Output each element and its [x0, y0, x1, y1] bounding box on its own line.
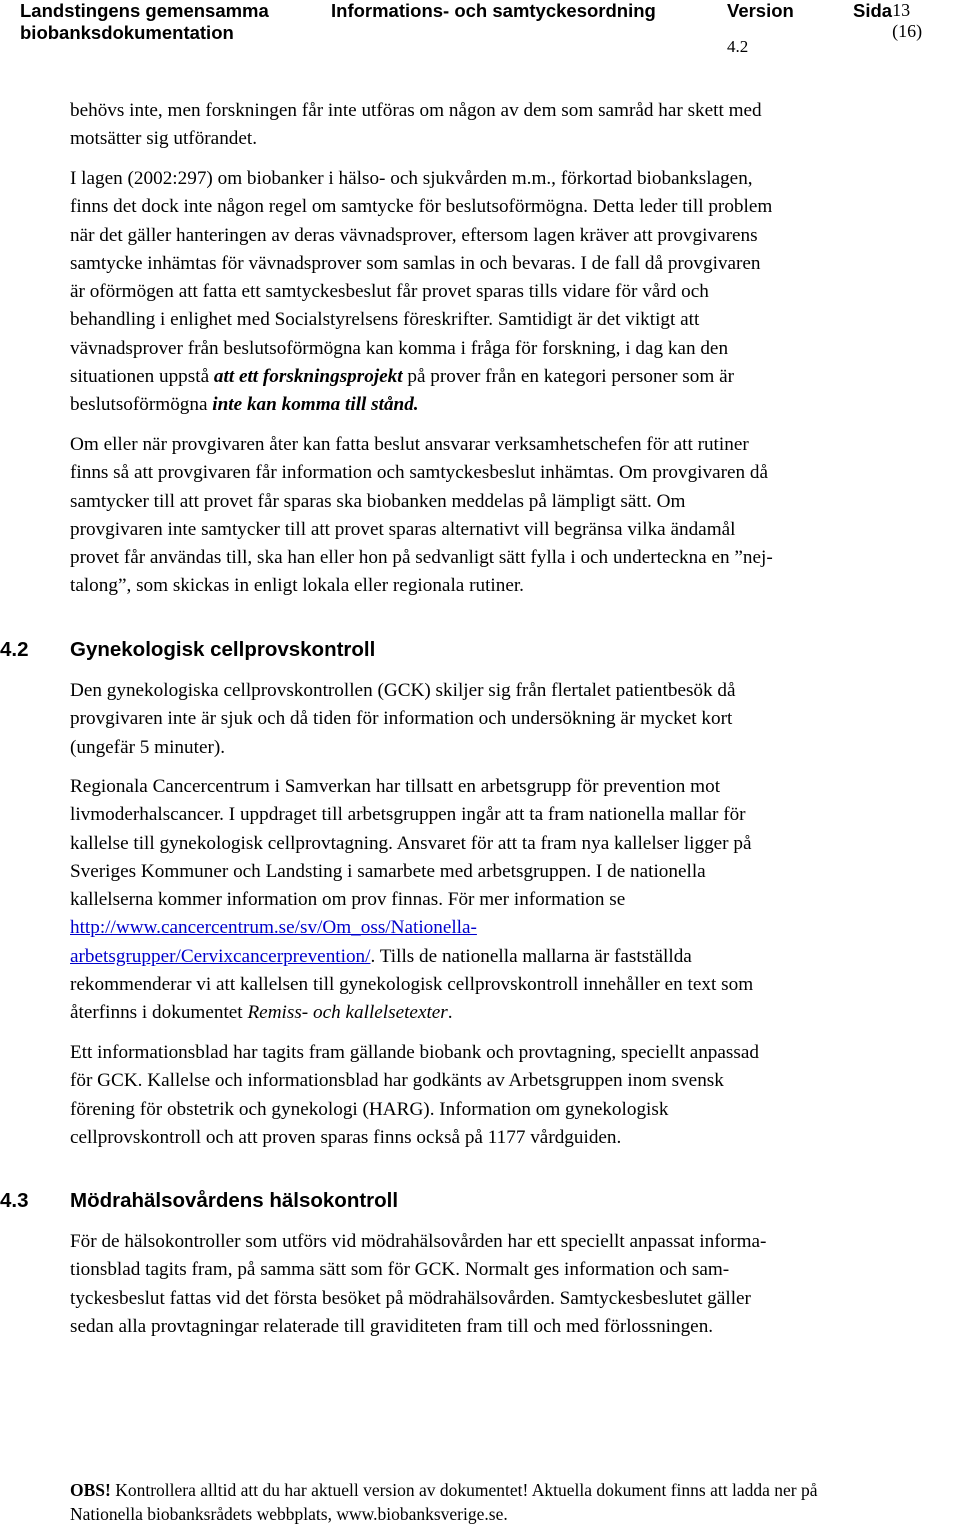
- text-line: [70, 943, 950, 971]
- text-line: behövs inte, men forskningen får inte utföras om någon av dem som samråd har skett med: [70, 100, 762, 121]
- footer-text: Kontrollera alltid att du har aktuell version av dokumentet! Aktuella dokument finns att ladda ner på: [110, 1480, 818, 1500]
- paragraph-information-leaflet: [70, 1039, 950, 1152]
- cancercentrum-link-continued[interactable]: arbetsgrupper/Cervixcancerprevention/: [70, 945, 371, 967]
- text-line: Den gynekologiska cellprovskontrollen (GCK) skiljer sig från flertalet patientbesök då: [70, 680, 736, 701]
- header-version-number: 4.2: [727, 37, 749, 56]
- header-organization-line2: biobanksdokumentation: [20, 22, 234, 43]
- text-line: behandling i enlighet med Socialstyrelsens föreskrifter. Samtidigt är det viktigt att: [70, 309, 700, 331]
- header-page-number: 13 (16): [892, 0, 923, 41]
- footer-obs-label: OBS!: [70, 1480, 111, 1500]
- section-number: 4.3: [0, 1189, 29, 1212]
- text-run: beslutsoförmögna: [70, 394, 213, 416]
- text-line: samtycker till att provet får sparas ska biobanken meddelas på lämpligt sätt. Om: [70, 490, 686, 512]
- text-line: kallelse till gynekologisk cellprovtagning. Ansvaret för att ta fram nya kallelser ligger på: [70, 832, 752, 854]
- page-footer: [70, 1479, 950, 1526]
- text-line: [70, 914, 950, 942]
- text-line: Ett informationsblad har tagits fram gällande biobank och provtagning, speciellt anpassad: [70, 1042, 759, 1063]
- text-line: [70, 391, 950, 419]
- text-line: För de hälsokontroller som utförs vid mödrahälsovården har ett speciellt anpassat informa-: [70, 1231, 767, 1252]
- paragraph-regional-cancer-centre: [70, 773, 950, 1028]
- text-line: motsätter sig utförandet.: [70, 128, 258, 150]
- text-line: tionsblad tagits fram, på samma sätt som för GCK. Normalt ges information och sam-: [70, 1259, 730, 1281]
- text-line: vävnadsprover från beslutsoförmögna kan komma i fråga för forskning, i dag kan den: [70, 337, 729, 359]
- header-version-label: Version: [727, 0, 794, 21]
- text-line: förening för obstetrik och gynekologi (HARG). Information om gynekologisk: [70, 1098, 669, 1120]
- text-line: Om eller när provgivaren åter kan fatta beslut ansvarar verksamhetschefen för att rutiner: [70, 434, 749, 455]
- paragraph-consent-recovery: [70, 431, 950, 601]
- text-line: finns så att provgivaren får information och samtyckesbeslut inhämtas. Om provgivaren då: [70, 462, 769, 484]
- text-line: talong”, som skickas in enligt lokala eller regionala rutiner.: [70, 575, 524, 597]
- paragraph-gck-intro: [70, 677, 950, 762]
- text-line: Regionala Cancercentrum i Samverkan har tillsatt en arbetsgrupp för prevention mot: [70, 776, 721, 797]
- text-line: samtycke inhämtas för vävnadsprover som samlas in och bevaras. I de fall då provgivaren: [70, 252, 761, 274]
- section-heading-4-2: [0, 638, 960, 666]
- text-line: Sveriges Kommuner och Landsting i samarbete med arbetsgruppen. I de nationella: [70, 860, 706, 882]
- document-reference: Remiss- och kallelsetexter: [247, 1002, 448, 1024]
- text-run: återfinns i dokumentet: [70, 1002, 248, 1024]
- text-line: cellprovskontroll och att proven sparas finns också på 1177 vårdguiden.: [70, 1126, 622, 1148]
- emphasis-cannot-happen: inte kan komma till stånd.: [212, 394, 419, 416]
- header-page-indicator: [853, 0, 923, 41]
- text-line: provet får användas till, ska han eller hon på sedvanligt sätt fylla i och underteckna en ”nej-: [70, 547, 773, 569]
- text-run: situationen uppstå: [70, 366, 214, 388]
- text-line: [70, 363, 950, 391]
- emphasis-research-project: att ett forskningsprojekt: [213, 366, 403, 388]
- text-line: är oförmögen att fatta ett samtyckesbeslut får provet sparas tills vidare för vård och: [70, 281, 709, 303]
- section-heading-4-3: [0, 1189, 960, 1217]
- text-line: provgivaren inte samtycker till att provet sparas alternativt vill begränsa vilka ändamål: [70, 518, 736, 540]
- paragraph-biobank-law: [70, 165, 950, 420]
- text-line: kallelserna kommer information om prov finnas. För mer information se: [70, 889, 626, 911]
- footer-line: [70, 1479, 950, 1503]
- section-title: Mödrahälsovårdens hälsokontroll: [70, 1189, 399, 1212]
- section-title: Gynekologisk cellprovskontroll: [70, 638, 376, 661]
- text-line: provgivaren inte är sjuk och då tiden för information och undersökning är mycket kort: [70, 708, 733, 730]
- paragraph-maternal-care: [70, 1228, 950, 1341]
- text-line: [70, 999, 950, 1027]
- text-line: rekommenderar vi att kallelsen till gynekologisk cellprovskontroll innehåller en text som: [70, 974, 754, 996]
- text-line: (ungefär 5 minuter).: [70, 736, 226, 758]
- text-line: livmoderhalscancer. I uppdraget till arbetsgruppen ingår att ta fram nationella mallar för: [70, 804, 746, 826]
- text-run: på prover från en kategori personer som är: [402, 366, 734, 388]
- header-page-label: Sida: [853, 0, 893, 21]
- text-run: .: [447, 1002, 453, 1024]
- text-line: när det gäller hanteringen av deras vävnadsprover, eftersom lagen kräver att provgivarens: [70, 224, 758, 246]
- text-line: för GCK. Kallelse och informationsblad har godkänts av Arbetsgruppen inom svensk: [70, 1070, 724, 1092]
- section-number: 4.2: [0, 638, 29, 661]
- text-run: . Tills de nationella mallarna är fastställda: [370, 945, 692, 967]
- text-line: tyckesbeslut fattas vid det första besöket på mödrahälsovården. Samtyckesbeslutet gäller: [70, 1287, 751, 1309]
- cancercentrum-link[interactable]: http://www.cancercentrum.se/sv/Om_oss/Nationella-: [70, 917, 477, 939]
- text-line: finns det dock inte någon regel om samtycke för beslutsoförmögna. Detta leder till problem: [70, 196, 773, 218]
- text-line: sedan alla provtagningar relaterade till graviditeten fram till och med förlossningen.: [70, 1315, 714, 1337]
- header-document-title: Informations- och samtyckesordning: [331, 0, 656, 21]
- paragraph-continuation: [70, 97, 950, 154]
- text-line: I lagen (2002:297) om biobanker i hälso- och sjukvården m.m., förkortad biobankslagen,: [70, 168, 753, 189]
- header-organization-line1: Landstingens gemensamma: [20, 0, 269, 21]
- footer-line: Nationella biobanksrådets webbplats, www.biobanksverige.se.: [70, 1503, 508, 1524]
- page-header: [0, 0, 960, 56]
